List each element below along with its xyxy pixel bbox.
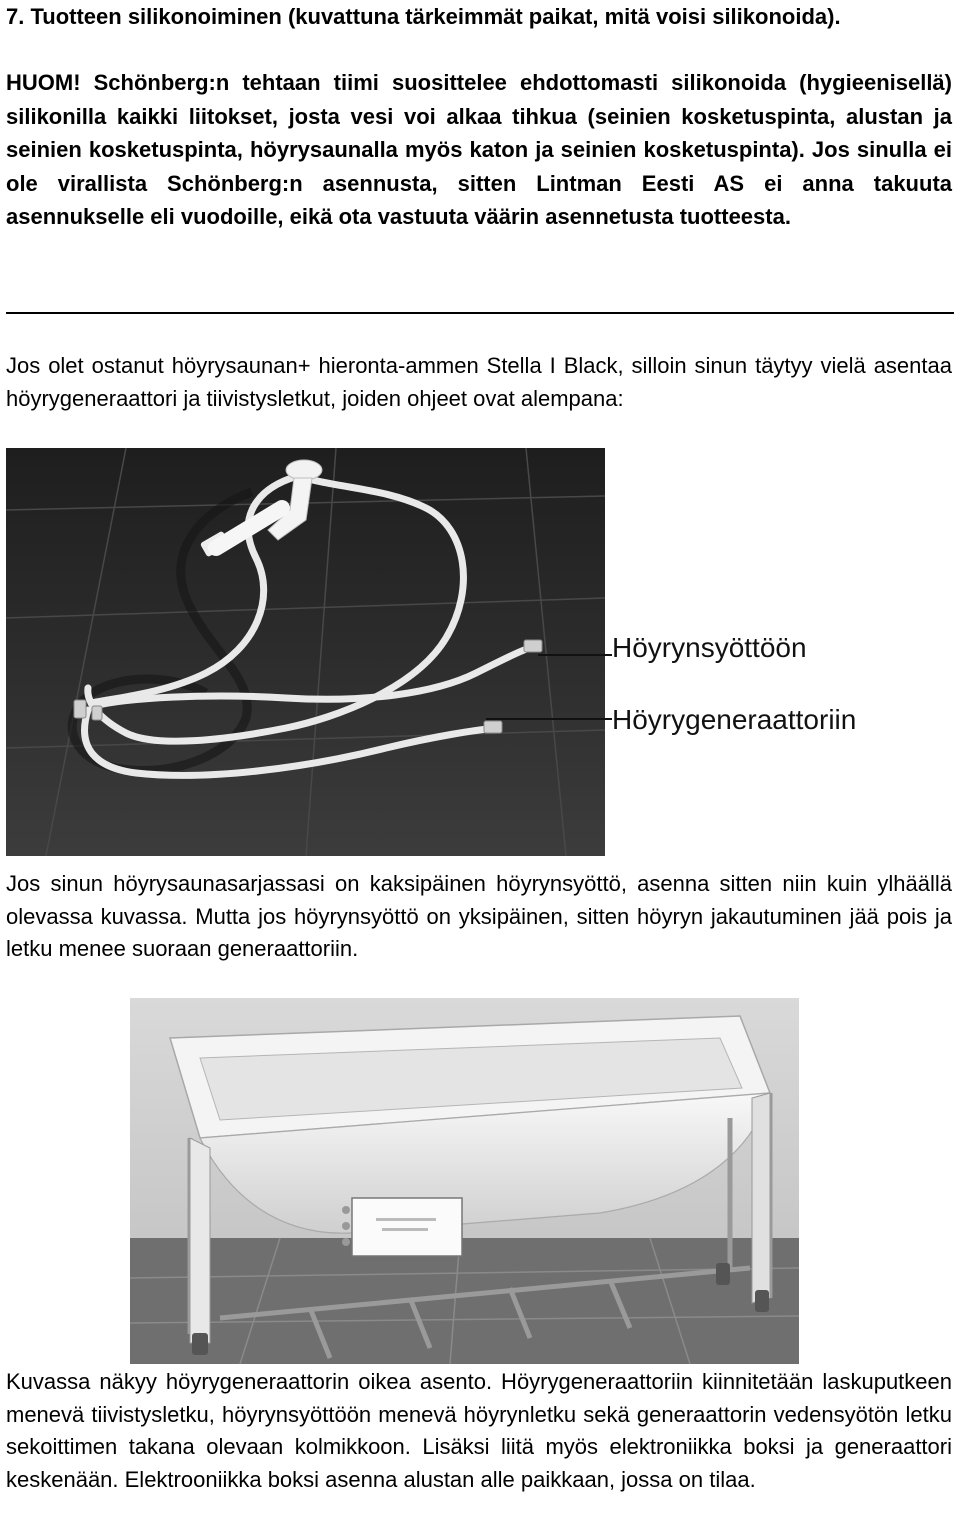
horizontal-divider (6, 312, 954, 314)
generator-pointer-line (486, 718, 612, 720)
steam-hoses-photo (6, 448, 605, 856)
steam-sauna-intro-paragraph: Jos olet ostanut höyrysaunan+ hieronta-ammen Stella I Black, silloin sinun täytyy vielä asentaa höyrygeneraattori ja tiivistysletkut, joiden ohjeet ovat alempana: (6, 353, 952, 411)
steam-feed-paragraph: Jos sinun höyrysaunasarjassasi on kaksipäinen höyrynsyöttö, asenna sitten niin kuin ylhäällä olevassa kuvassa. Mutta jos höyrynsyöttö on yksipäinen, sitten höyryn jakautuminen jää pois ja letku menee suoraan generaattoriin. (6, 871, 952, 961)
section-heading: 7. Tuotteen silikonoiminen (kuvattuna tärkeimmät paikat, mitä voisi silikonoida). (6, 4, 841, 29)
steam-generator-label: Höyrygeneraattoriin (612, 704, 857, 735)
bathtub-generator-photo (130, 998, 799, 1364)
steam-feed-pointer-line (538, 654, 612, 656)
silicone-warning-paragraph: HUOM! Schönberg:n tehtaan tiimi suosittelee ehdottomasti silikonoida (hygieenisellä) silikonilla kaikki liitokset, josta vesi voi alkaa tihkua (seinien kosketuspinta, alustan ja seinien kosketuspinta, höyrysaunalla myös katon ja seinien kosketuspinta). Jos sinulla ei ole virallista Schönberg:n asennusta, sitten Lintman Eesti AS ei anna takuuta asennukselle eli vuodoille, eikä ota vastuuta väärin asennetusta tuotteesta. (6, 70, 952, 230)
generator-position-paragraph: Kuvassa näkyy höyrygeneraattorin oikea asento. Höyrygeneraattoriin kiinnitetään laskuputkeen menevä tiivistysletku, höyrynsyöttöön menevä höyrynletku sekä generaattorin vedensyötön letku sekoittimen takana olevaan kolmikkoon. Lisäksi liitä myös elektroniikka boksi ja generaattori keskenään. Elektrooniikka boksi asenna alustan alle paikkaan, jossa on tilaa. (6, 1369, 952, 1492)
steam-feed-label: Höyrynsyöttöön (612, 632, 807, 663)
